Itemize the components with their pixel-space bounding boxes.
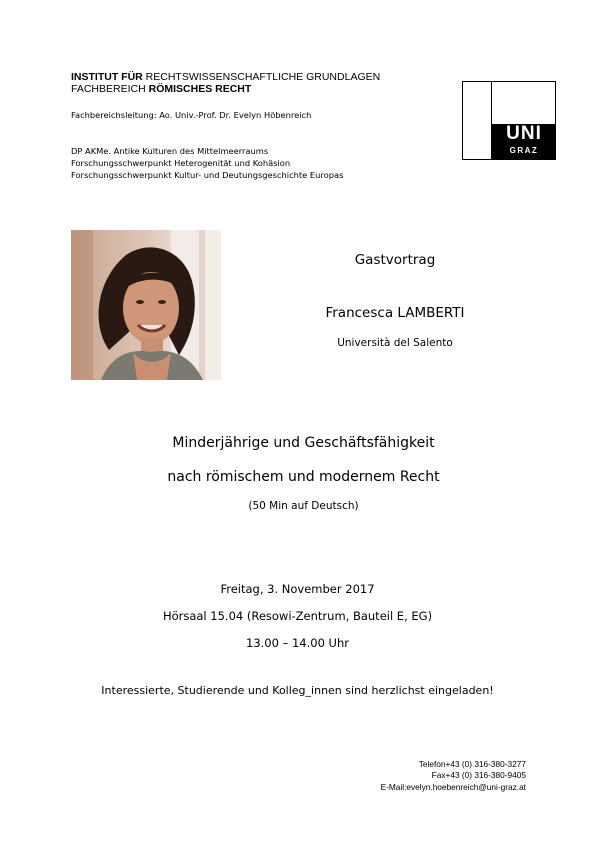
event-type: Gastvortrag xyxy=(354,252,436,268)
contact-fax: Fax+43 (0) 316-380-9405 xyxy=(431,770,526,780)
institute-rest: RECHTSWISSENSCHAFTLICHE GRUNDLAGEN xyxy=(142,71,381,83)
department-bold: RÖMISCHES RECHT xyxy=(148,83,252,95)
contact-phone: Telefon+43 (0) 316-380-3277 xyxy=(418,759,526,769)
event-time: 13.00 – 14.00 Uhr xyxy=(246,636,349,650)
contact-email[interactable]: E-Mail:evelyn.hoebenreich@uni-graz.at xyxy=(380,782,526,792)
talk-title-line-2: nach römischem und modernem Recht xyxy=(167,469,440,485)
program-line-2: Forschungsschwerpunkt Heterogenität und Kohäsion xyxy=(71,158,291,168)
language-note: (50 Min auf Deutsch) xyxy=(248,500,359,512)
logo-graz-text: GRAZ xyxy=(509,146,539,155)
program-line-1: DP AKMe. Antike Kulturen des Mittelmeerraums xyxy=(71,146,269,156)
logo-uni-text: UNI xyxy=(506,123,542,144)
invitation-text: Interessierte, Studierende und Kolleg_innen sind herzlichst eingeladen! xyxy=(101,684,494,697)
program-line-3: Forschungsschwerpunkt Kultur- und Deutungsgeschichte Europas xyxy=(71,170,344,180)
event-room: Hörsaal 15.04 (Resowi-Zentrum, Bauteil E, EG) xyxy=(162,609,433,623)
event-date: Freitag, 3. November 2017 xyxy=(220,582,375,596)
speaker-name: Francesca LAMBERTI xyxy=(325,305,465,321)
department-line xyxy=(71,83,251,95)
talk-title-line-1: Minderjährige und Geschäftsfähigkeit xyxy=(172,435,435,451)
institute-bold: INSTITUT FÜR xyxy=(71,71,143,83)
department-prefix: FACHBEREICH xyxy=(71,83,149,95)
institute-line xyxy=(71,71,380,83)
speaker-photo xyxy=(71,230,221,380)
leadership-line: Fachbereichsleitung: Ao. Univ.-Prof. Dr. Evelyn Höbenreich xyxy=(71,110,312,120)
speaker-affiliation: Università del Salento xyxy=(337,337,453,349)
